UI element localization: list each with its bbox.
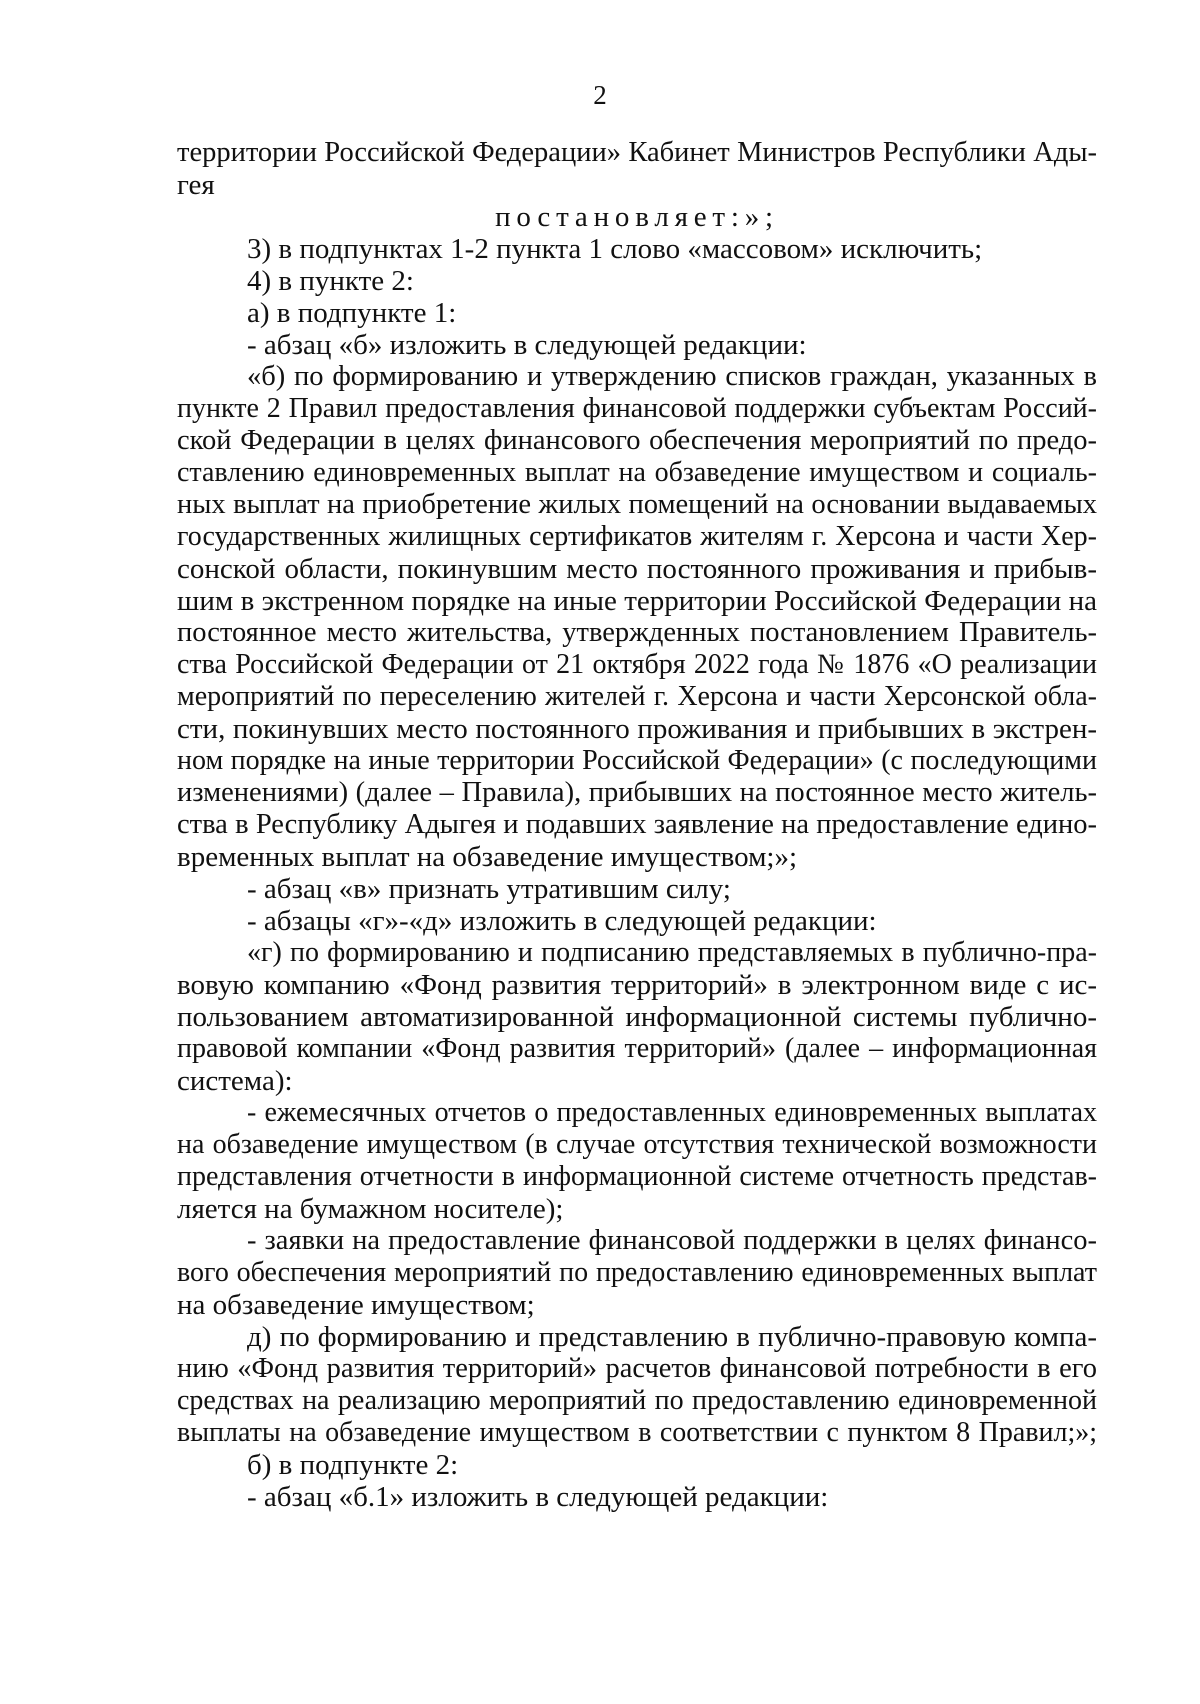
text-line: представления отчетности в информационной системе отчетность представ- xyxy=(177,1161,1097,1192)
text-line: постоянное место жительства, утвержденных постановлением Правитель- xyxy=(177,617,1097,648)
text-line: 4) в пункте 2: xyxy=(247,265,414,297)
text-line: - заявки на предоставление финансовой поддержки в целях финансо- xyxy=(247,1225,1097,1256)
text-line: - абзац «в» признать утратившим силу; xyxy=(247,873,731,905)
text-line: - абзацы «г»-«д» изложить в следующей редакции: xyxy=(247,905,877,937)
text-line: вого обеспечения мероприятий по предоставлению единовременных выплат xyxy=(177,1257,1097,1288)
text-line: мероприятий по переселению жителей г. Херсона и части Херсонской обла- xyxy=(177,681,1097,712)
text-line: а) в подпункте 1: xyxy=(247,297,457,329)
text-line: пользованием автоматизированной информационной системы публично- xyxy=(177,1001,1097,1033)
text-line: на обзаведение имуществом; xyxy=(177,1289,535,1321)
text-line: - ежемесячных отчетов о предоставленных единовременных выплатах xyxy=(247,1097,1097,1128)
text-line: сонской области, покинувшим место постоянного проживания и прибыв- xyxy=(177,553,1097,585)
text-line: - абзац «б» изложить в следующей редакции: xyxy=(247,329,807,361)
text-line: - абзац «б.1» изложить в следующей редакции: xyxy=(247,1481,829,1513)
text-line: «г) по формированию и подписанию представляемых в публично-пра- xyxy=(247,937,1097,968)
page-number: 2 xyxy=(593,80,607,110)
text-line: шим в экстренном порядке на иные территории Российской Федерации на xyxy=(177,585,1097,617)
text-line: выплаты на обзаведение имуществом в соответствии с пунктом 8 Правил;»; xyxy=(177,1417,1097,1448)
text-line: гея xyxy=(177,169,215,201)
text-line: д) по формированию и представлению в публично-правовую компа- xyxy=(247,1321,1097,1353)
text-line: на обзаведение имуществом (в случае отсутствия технической возможности xyxy=(177,1129,1097,1160)
text-line: ных выплат на приобретение жилых помещений на основании выдаваемых xyxy=(177,489,1097,520)
text-line: территории Российской Федерации» Кабинет Министров Республики Ады- xyxy=(177,137,1097,168)
text-line: временных выплат на обзаведение имуществом;»; xyxy=(177,841,798,873)
text-line: ставлению единовременных выплат на обзаведение имуществом и социаль- xyxy=(177,457,1097,488)
text-line: средствах на реализацию мероприятий по предоставлению единовременной xyxy=(177,1385,1097,1416)
text-line: система): xyxy=(177,1065,293,1097)
text-line: ном порядке на иные территории Российской Федерации» (с последующими xyxy=(177,745,1097,776)
text-line: нию «Фонд развития территорий» расчетов финансовой потребности в его xyxy=(177,1353,1097,1384)
text-line: правовой компании «Фонд развития территорий» (далее – информационная xyxy=(177,1033,1097,1064)
text-line: ляется на бумажном носителе); xyxy=(177,1193,564,1225)
text-line: вовую компанию «Фонд развития территорий» в электронном виде с ис- xyxy=(177,969,1097,1001)
text-line: ства в Республику Адыгея и подавших заявление на предоставление едино- xyxy=(177,809,1097,840)
text-line: сти, покинувших место постоянного проживания и прибывших в экстрен- xyxy=(177,713,1097,745)
text-line: государственных жилищных сертификатов жителям г. Херсона и части Хер- xyxy=(177,521,1097,552)
text-line: ской Федерации в целях финансового обеспечения мероприятий по предо- xyxy=(177,425,1097,456)
text-line: б) в подпункте 2: xyxy=(247,1449,459,1481)
text-line: постановляет:»; xyxy=(495,201,779,233)
text-line: пункте 2 Правил предоставления финансовой поддержки субъектам Россий- xyxy=(177,393,1097,424)
text-line: изменениями) (далее – Правила), прибывших на постоянное место житель- xyxy=(177,777,1097,808)
text-line: ства Российской Федерации от 21 октября 2022 года № 1876 «О реализации xyxy=(177,649,1097,680)
text-line: «б) по формированию и утверждению списков граждан, указанных в xyxy=(247,361,1097,392)
text-line: 3) в подпунктах 1-2 пункта 1 слово «массовом» исключить; xyxy=(247,233,983,265)
document-body xyxy=(177,137,1097,1513)
